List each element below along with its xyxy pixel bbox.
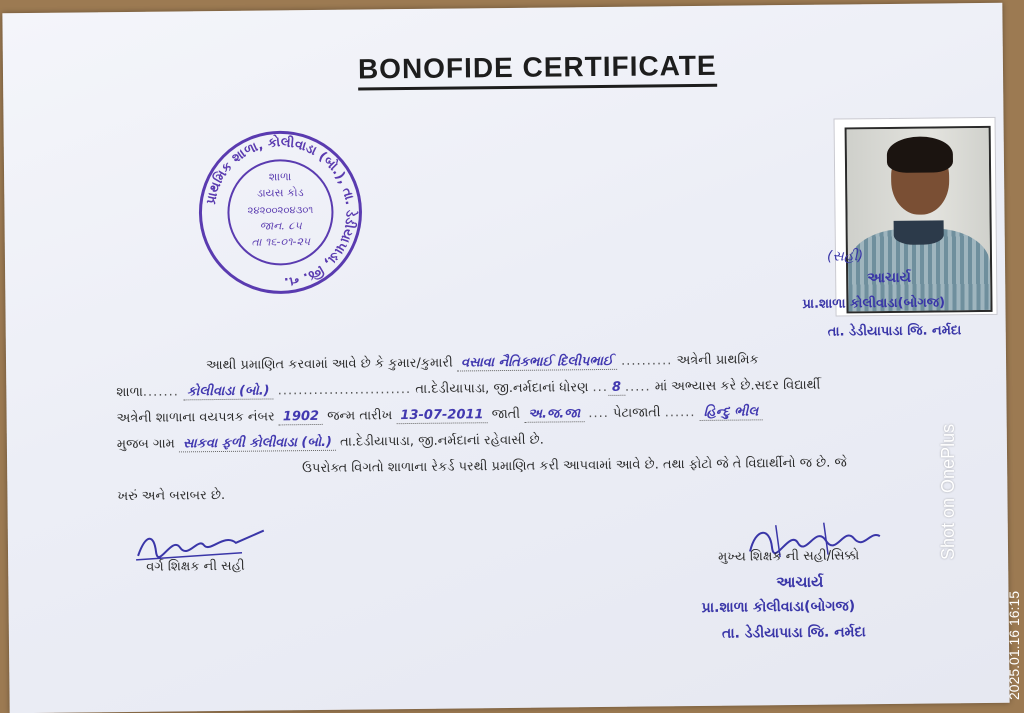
principal-label: મુખ્ય શિક્ષક ની સહી/સિક્કો <box>718 548 860 565</box>
photo-frame <box>834 117 998 317</box>
certificate-body <box>116 345 978 510</box>
photo-stamp-school: પ્રા.શાળા કોલીવાડા(બોગજ) <box>802 295 946 312</box>
body-line-2: શાળા....... કોલીવાડા (બો.) .......................... તા.દેડીયાપાડા, જી.નર્મદાનાં ધોરણ ... 8 ..... માં અભ્યાસ કરે છે.સદર વિદ્યાર્થી <box>116 377 821 401</box>
principal-stamp-taluka: તા. ડેડીયાપાડા જિ. નર્મદા <box>721 624 866 642</box>
school-name: કોલીવાડા (બો.) <box>183 383 274 400</box>
class-teacher-label: વર્ગ શિક્ષક ની સહી <box>146 558 245 575</box>
stamp-line-1: શાળા <box>268 170 292 184</box>
photo-stamp-taluka: તા. ડેડીયાપાડા જિ. નર્મદા <box>827 323 962 340</box>
body-line-6: ખરું અને બરાબર છે. <box>117 487 226 505</box>
date-of-birth: 13-07-2011 <box>396 407 487 424</box>
standard-value: 8 <box>608 380 625 396</box>
stamp-line-3: ૨૪૨૦૦૨૦૪૩૦૧ <box>247 205 314 217</box>
stamp-line-5: તા ૧૬-૦૧-૨૫ <box>251 235 311 249</box>
principal-stamp-school: પ્રા.શાળા કોલીવાડા(બોગજ) <box>701 598 856 616</box>
certificate-paper <box>2 3 1009 713</box>
document-title: BONOFIDE CERTIFICATE <box>358 50 717 91</box>
body-line-3: અત્રેની શાળાના વયપત્રક નંબર 1902 જન્મ તારીખ 13-07-2011 જાતી અ.જ.જા .... પેટાજાતી ...... હિન્દુ ભીલ <box>116 397 976 432</box>
stamp-line-4: જાન. ૮૫ <box>259 219 302 233</box>
photo-stamp-role: આચાર્ય <box>867 269 912 287</box>
principal-stamp-role: આચાર્ય <box>776 572 824 592</box>
stamp-line-2: ડાયસ કોડ <box>256 186 304 200</box>
caste-value: અ.જ.જા <box>524 406 584 423</box>
school-round-stamp <box>196 127 366 297</box>
camera-watermark-date: 2025.01.16 16:15 <box>1006 591 1022 700</box>
body-line-5: ઉપરોક્ત વિગતો શાળાના રેકર્ડ પરથી પ્રમાણિત કરી આપવામાં આવે છે. તથા ફોટો જે તે વિદ્યાર્થીનો જ છે. જે <box>302 455 847 477</box>
body-line-4: મુજબ ગામ સાકવા ફળી કોલીવાડા (બો.) તા.દેડીયાપાડા, જી.નર્મદાનાં રહેવાસી છે. <box>116 432 544 453</box>
village-value: સાકવા ફળી કોલીવાડા (બો.) <box>179 435 336 453</box>
stamp-outer-text: પ્રાથમિક શાળા, કોલીવાડા (બો.), તા. ડેડીયાપાડા, જિ. ન. <box>203 135 358 290</box>
subcaste-value: હિન્દુ ભીલ <box>700 404 763 421</box>
photo-signature: (સહી) <box>826 248 864 265</box>
camera-watermark-brand: Shot on OnePlus <box>938 423 958 560</box>
student-name: વસાવા નૈતિકભાઈ દિલીપભાઈ <box>457 354 617 372</box>
register-number: 1902 <box>279 409 323 425</box>
body-line-1: આથી પ્રમાણિત કરવામાં આવે છે કે કુમાર/કુમારી વસાવા નૈતિકભાઈ દિલીપભાઈ .......... અત્રેની પ્રાથમિક <box>205 352 759 374</box>
